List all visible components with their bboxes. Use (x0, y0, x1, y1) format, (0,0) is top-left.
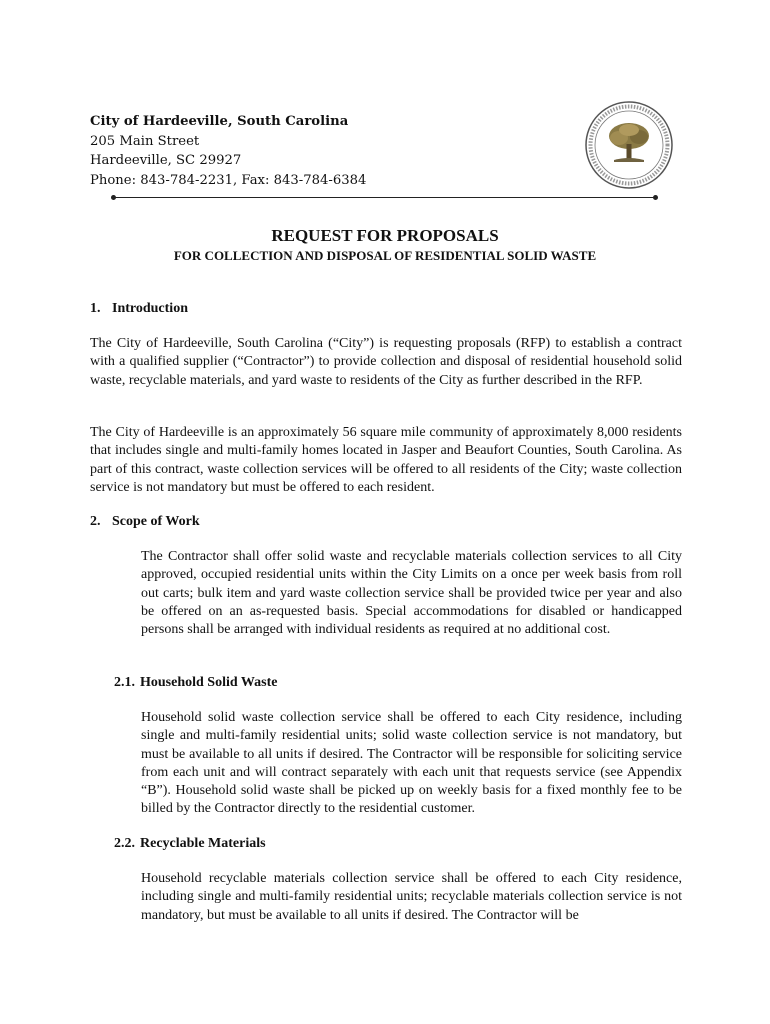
scope-paragraph: The Contractor shall offer solid waste and recyclable materials collection services to all City approved, occupied residential units within the City Limits on a once per week basis from roll out carts; bulk item and yard waste collection service shall be provided twice per year and also be offered on an as-requested basis. Special accommodations for disabled or handicapped persons shall be arranged with individual residents as required at no additional cost. (141, 549, 682, 638)
subsection-number: 2.2. (114, 836, 135, 851)
letterhead (90, 112, 366, 190)
subsection-number: 2.1. (114, 675, 135, 690)
subsection-heading-recyclable-materials (114, 836, 266, 852)
letterhead-phone-fax: Phone: 843-784-2231, Fax: 843-784-6384 (90, 172, 367, 188)
section-heading-introduction (90, 301, 188, 317)
subsection-title: Household Solid Waste (140, 675, 278, 690)
intro-paragraph-2: The City of Hardeeville is an approximately 56 square mile community of approximately 8,000 residents that includes single and multi-family homes located in Jasper and Beaufort Counties, South Carolina. As part of this contract, waste collection services will be offered to all residents of the City; waste collection service is not mandatory but must be offered to each resident. (90, 425, 682, 495)
intro-paragraph-1: The City of Hardeeville, South Carolina (“City”) is requesting proposals (RFP) to establish a contract with a qualified supplier (“Contractor”) to provide collection and disposal of residential household solid waste, recyclable materials, and yard waste to residents of the City as further described in the RFP. (90, 336, 682, 388)
letterhead-city: City of Hardeeville, South Carolina (90, 114, 349, 129)
letterhead-city-state-zip: Hardeeville, SC 29927 (90, 153, 242, 168)
household-paragraph: Household solid waste collection service shall be offered to each City residence, including single and multi-family residential units; solid waste collection service is not mandatory, but must be available to all units if desired. The Contractor will be responsible for soliciting service from each unit and will contract separately with each unit that requests service (see Appendix “B”). Household solid waste shall be picked up on weekly basis for a fixed monthly fee to be billed by the Contractor directly to the residential customer. (141, 710, 682, 817)
section-number: 2. (90, 514, 101, 529)
subsection-title: Recyclable Materials (140, 836, 266, 851)
city-seal-icon (584, 100, 674, 190)
section-title: Scope of Work (112, 514, 200, 529)
section-heading-scope-of-work (90, 514, 200, 530)
letterhead-divider (114, 197, 655, 198)
section-number: 1. (90, 301, 101, 316)
subsection-heading-household-solid-waste (114, 675, 277, 691)
letterhead-address: 205 Main Street (90, 133, 200, 149)
recyclable-paragraph: Household recyclable materials collection service shall be offered to each City residence, including single and multi-family residential units; recyclable materials collection service is not mandatory, but must be available to all units if desired. The Contractor will be (141, 871, 682, 923)
document-subtitle: FOR COLLECTION AND DISPOSAL OF RESIDENTIAL SOLID WASTE (173, 248, 597, 263)
section-title: Introduction (112, 301, 188, 316)
document-title: REQUEST FOR PROPOSALS (271, 226, 499, 245)
